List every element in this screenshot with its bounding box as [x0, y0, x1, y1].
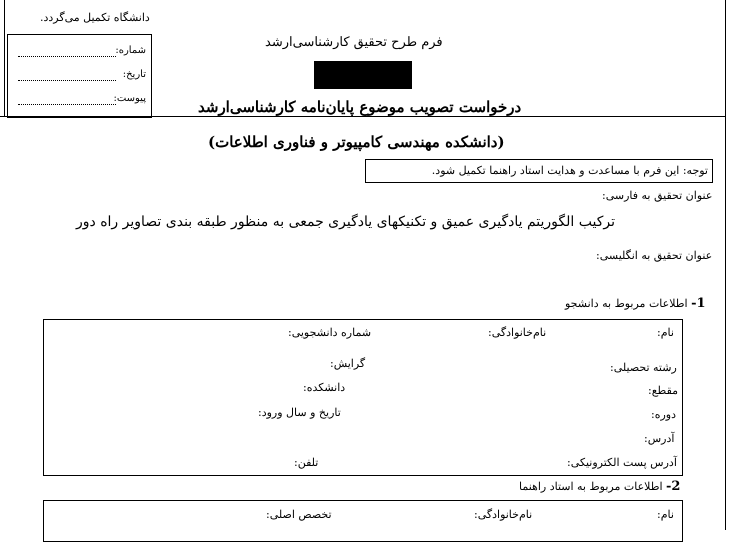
section1-heading: [565, 296, 706, 311]
student-id-field[interactable]: شماره دانشجویی:: [288, 326, 372, 339]
supervisor-specialty-field[interactable]: تخصص اصلی:: [266, 508, 332, 521]
request-title: درخواست تصویب موضوع پایان‌نامه کارشناسی‌ارشد: [198, 98, 522, 116]
faculty-title: (دانشکده مهندسی کامپیوتر و فناوری اطلاعات): [208, 133, 505, 151]
redacted-block: [314, 61, 412, 89]
attachment-row[interactable]: [18, 93, 146, 107]
faculty-field[interactable]: دانشکده:: [303, 381, 346, 394]
number-row[interactable]: [18, 45, 146, 59]
date-label: تاریخ:: [122, 69, 146, 80]
section1-title: اطلاعات مربوط به دانشجو: [565, 297, 688, 310]
field-of-study-field[interactable]: رشته تحصیلی:: [610, 361, 677, 374]
note-text: توجه: این فرم با مساعدت و هدایت استاد راهنما تکمیل شود.: [431, 164, 708, 177]
page-border-left-stub: [4, 0, 5, 116]
student-name-field[interactable]: نام:: [657, 326, 674, 339]
section2-title: اطلاعات مربوط به استاد راهنما: [519, 480, 663, 493]
attachment-label: پیوست:: [113, 93, 146, 104]
form-title: فرم طرح تحقیق کارشناسی‌ارشد: [265, 35, 443, 50]
note-box: [365, 159, 713, 183]
section2-number: 2-: [666, 479, 681, 494]
date-row[interactable]: [18, 69, 146, 83]
attachment-dots: [18, 104, 116, 105]
date-dots: [18, 80, 116, 81]
section2-heading: [519, 479, 680, 494]
email-field[interactable]: آدرس پست الکترونیکی:: [567, 456, 677, 469]
number-dots: [18, 56, 116, 57]
entry-date-field[interactable]: تاریخ و سال ورود:: [258, 406, 341, 419]
university-note: دانشگاه تکمیل می‌گردد.: [40, 11, 150, 24]
supervisor-name-field[interactable]: نام:: [657, 508, 674, 521]
reference-box: [7, 34, 152, 118]
number-label: شماره:: [115, 45, 146, 56]
orientation-field[interactable]: گرایش:: [330, 357, 366, 370]
supervisor-info-box: [43, 500, 683, 542]
section1-number: 1-: [691, 296, 706, 311]
student-family-field[interactable]: نام‌خانوادگی:: [488, 326, 547, 339]
research-title-en-label: عنوان تحقیق به انگلیسی:: [596, 249, 713, 262]
research-title-fa-value[interactable]: ترکیب الگوریتم یادگیری عمیق و تکنیکهای یادگیری جمعی به منظور طبقه بندی تصاویر راه دور: [76, 214, 615, 230]
page-border-right: [725, 0, 726, 530]
phone-field[interactable]: تلفن:: [294, 456, 319, 469]
period-field[interactable]: دوره:: [651, 408, 676, 421]
student-info-box: [43, 319, 683, 476]
supervisor-family-field[interactable]: نام‌خانوادگی:: [474, 508, 533, 521]
address-field[interactable]: آدرس:: [644, 432, 675, 445]
degree-field[interactable]: مقطع:: [648, 384, 679, 397]
research-title-fa-label: عنوان تحقیق به فارسی:: [602, 189, 713, 202]
